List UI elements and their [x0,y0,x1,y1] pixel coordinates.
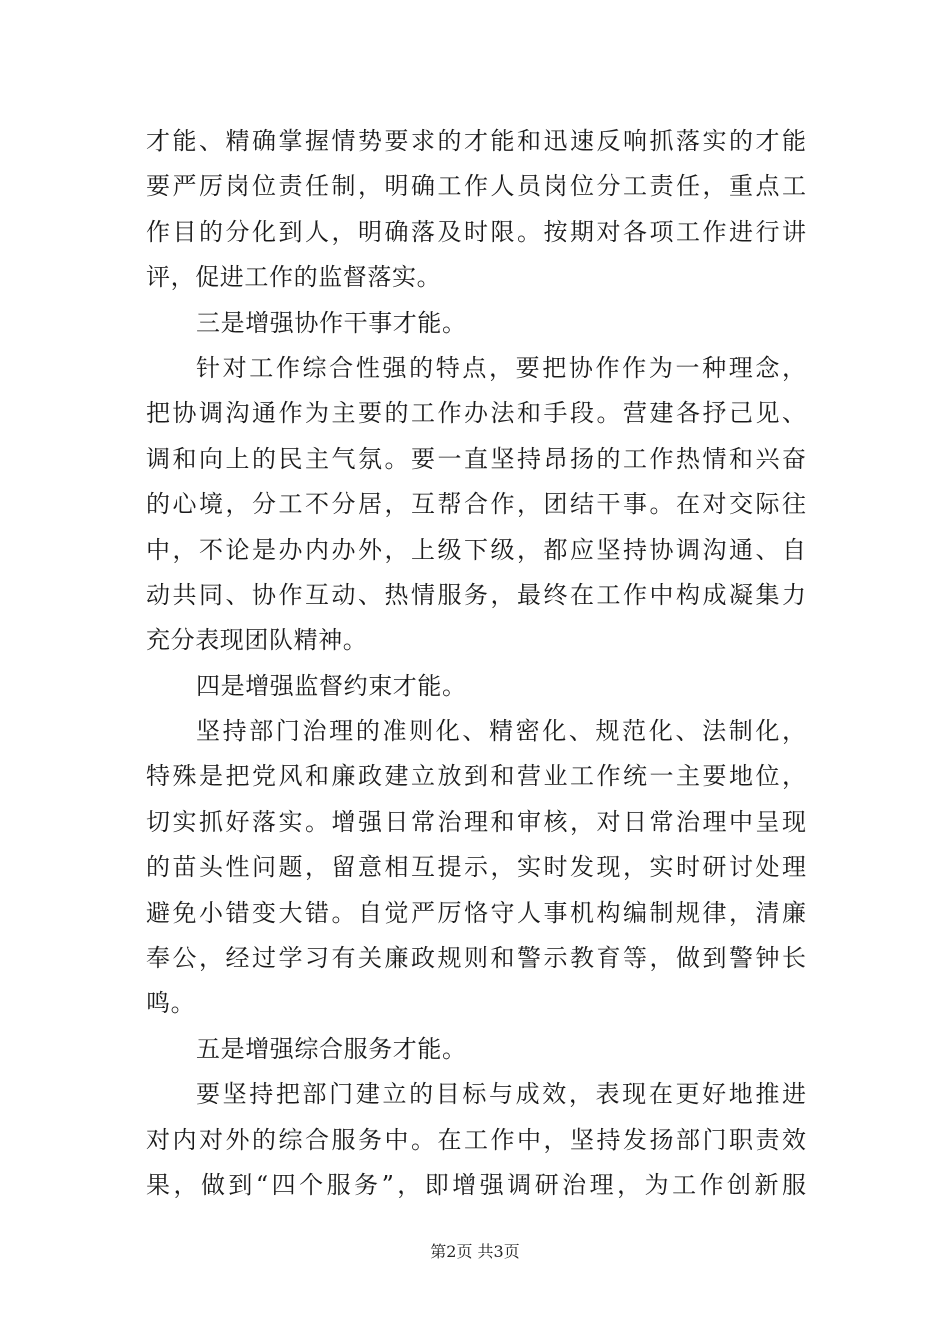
text-line: 作目的分化到人，明确落及时限。按期对各项工作进行讲 [146,217,806,246]
text-line: 针对工作综合性强的特点，要把协作作为一种理念， [196,353,806,382]
text-line: 才能、精确掌握情势要求的才能和迅速反响抓落实的才能 [146,127,806,155]
text-line: 动共同、协作互动、热情服务，最终在工作中构成凝集力 [146,580,806,609]
text-line: 切实抓好落实。增强日常治理和审核，对日常治理中呈现 [146,807,806,836]
text-line: 评，促进工作的监督落实。 [146,263,442,292]
text-line: 果，做到“四个服务”，即增强调研治理，为工作创新服 [146,1170,806,1199]
document-body [146,119,806,1208]
text-line: 对内对外的综合服务中。在工作中，坚持发扬部门职责效 [146,1125,806,1154]
text-line: 奉公，经过学习有关廉政规则和警示教育等，做到警钟长 [146,944,806,973]
page-number-footer: 第2页 共3页 [430,1242,520,1261]
text-line: 要坚持把部门建立的目标与成效，表现在更好地推进 [196,1080,806,1109]
text-line: 要严厉岗位责任制，明确工作人员岗位分工责任，重点工 [146,172,806,201]
text-line: 的苗头性问题，留意相互提示，实时发现，实时研讨处理 [146,853,806,882]
text-line: 避免小错变大错。自觉严厉恪守人事机构编制规律，清廉 [146,898,806,927]
text-line: 调和向上的民主气氛。要一直坚持昂扬的工作热情和兴奋 [146,444,806,473]
text-line: 鸣。 [146,989,196,1018]
text-line: 坚持部门治理的准则化、精密化、规范化、法制化， [196,717,806,746]
text-line: 特殊是把党风和廉政建立放到和营业工作统一主要地位， [146,762,806,791]
section-heading: 三是增强协作干事才能。 [196,308,467,337]
section-heading: 四是增强监督约束才能。 [196,671,467,700]
text-line: 充分表现团队精神。 [146,626,368,655]
text-line: 把协调沟通作为主要的工作办法和手段。营建各抒己见、 [146,399,806,428]
text-line: 的心境，分工不分居，互帮合作，团结干事。在对交际往 [146,490,806,519]
section-heading: 五是增强综合服务才能。 [196,1034,467,1063]
text-line: 中，不论是办内办外，上级下级，都应坚持协调沟通、自 [146,535,806,564]
